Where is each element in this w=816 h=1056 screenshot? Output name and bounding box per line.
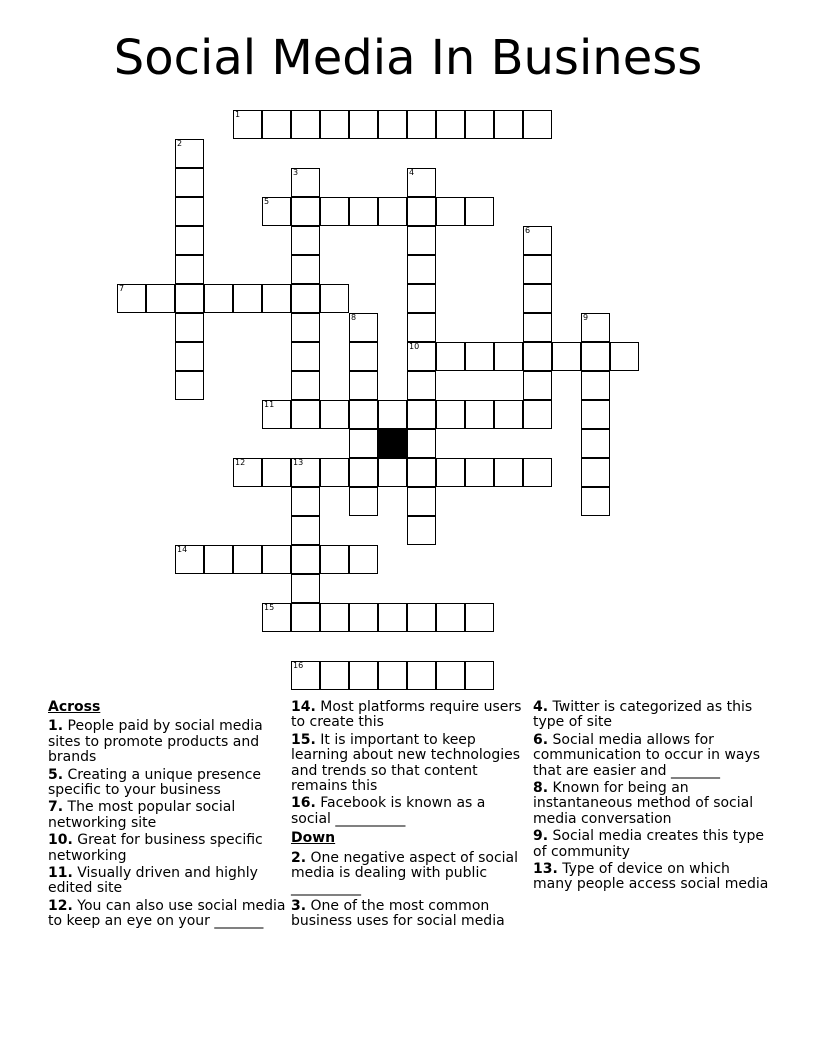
crossword-cell[interactable]: [436, 110, 465, 139]
crossword-cell[interactable]: [291, 284, 320, 313]
crossword-cell[interactable]: [262, 545, 291, 574]
crossword-cell[interactable]: [320, 110, 349, 139]
crossword-cell[interactable]: [523, 226, 552, 255]
clue-across-7: [48, 800, 286, 831]
crossword-cell[interactable]: [407, 255, 436, 284]
crossword-cell[interactable]: [407, 284, 436, 313]
clue-down-8: [533, 781, 771, 827]
clue-down-4: [533, 700, 771, 731]
crossword-cell[interactable]: [436, 197, 465, 226]
crossword-cell[interactable]: [523, 313, 552, 342]
clue-text: Great for business specific networking: [48, 832, 263, 864]
crossword-cell[interactable]: [465, 197, 494, 226]
clue-text: You can also use social media to keep an eye on your _______: [48, 897, 286, 930]
clue-across-15: [291, 733, 529, 795]
clue-text: One negative aspect of social media is dealing with public __________: [291, 849, 519, 897]
clue-number: 2.: [291, 849, 307, 866]
crossword-cell[interactable]: [320, 284, 349, 313]
crossword-cell[interactable]: [291, 400, 320, 429]
crossword-cell[interactable]: [320, 661, 349, 690]
crossword-cell[interactable]: [204, 284, 233, 313]
crossword-cell[interactable]: [378, 661, 407, 690]
crossword-cell[interactable]: [291, 487, 320, 516]
clue-number: 5.: [48, 766, 64, 783]
clue-number: 16.: [291, 795, 316, 812]
down-heading: Down: [291, 830, 336, 847]
crossword-cell[interactable]: [407, 603, 436, 632]
crossword-cell[interactable]: [291, 255, 320, 284]
across-heading: Across: [48, 699, 101, 715]
clue-number: 10.: [48, 832, 73, 849]
crossword-cell[interactable]: [581, 458, 610, 487]
crossword-cell[interactable]: [349, 313, 378, 342]
clue-number: 1.: [48, 718, 64, 735]
clue-text: Social media allows for communication to occur in ways that are easier and _______: [533, 731, 761, 779]
crossword-cell[interactable]: [349, 545, 378, 574]
crossword-cell[interactable]: [320, 603, 349, 632]
crossword-cell[interactable]: [262, 110, 291, 139]
crossword-cell[interactable]: [320, 197, 349, 226]
clue-number: 4.: [533, 699, 549, 715]
crossword-cell[interactable]: [291, 516, 320, 545]
clue-number: 9.: [533, 828, 549, 845]
crossword-cell[interactable]: [378, 603, 407, 632]
crossword-cell[interactable]: [436, 661, 465, 690]
clue-text: Facebook is known as a social __________: [291, 795, 486, 827]
crossword-cell[interactable]: [175, 226, 204, 255]
crossword-cell[interactable]: [581, 342, 610, 371]
clue-down-3: [291, 899, 529, 930]
crossword-cell[interactable]: [407, 429, 436, 458]
cell-number: 5: [264, 197, 270, 206]
clue-text: It is important to keep learning about new technologies and trends so that content remains this: [291, 731, 521, 795]
crossword-cell[interactable]: [378, 458, 407, 487]
crossword-cell[interactable]: [233, 110, 262, 139]
crossword-cell[interactable]: [523, 342, 552, 371]
clue-down-6: [533, 733, 771, 779]
page-title: Social Media In Business: [113, 30, 703, 86]
cell-number: 6: [525, 226, 531, 235]
cell-number: 9: [583, 313, 589, 322]
crossword-cell[interactable]: [407, 313, 436, 342]
crossword-cell[interactable]: [407, 516, 436, 545]
clue-across-5: [48, 768, 286, 799]
crossword-cell[interactable]: [146, 284, 175, 313]
crossword-cell[interactable]: [494, 342, 523, 371]
crossword-cell[interactable]: [233, 284, 262, 313]
crossword-cell[interactable]: [407, 487, 436, 516]
crossword-cell[interactable]: [349, 371, 378, 400]
crossword-cell[interactable]: [320, 458, 349, 487]
clue-text: Twitter is categorized as this type of site: [533, 699, 753, 731]
clue-down-13: [533, 862, 771, 893]
crossword-cell[interactable]: [465, 661, 494, 690]
crossword-cell[interactable]: [349, 342, 378, 371]
crossword-cell[interactable]: [349, 197, 378, 226]
crossword-cell[interactable]: [175, 342, 204, 371]
crossword-cell[interactable]: [320, 400, 349, 429]
crossword-cell[interactable]: [262, 400, 291, 429]
crossword-cell[interactable]: [378, 197, 407, 226]
crossword-cell[interactable]: [349, 429, 378, 458]
crossword-cell[interactable]: [349, 603, 378, 632]
crossword-black-cell: [378, 429, 407, 458]
crossword-cell[interactable]: [407, 661, 436, 690]
clues-column-3: [533, 700, 771, 895]
crossword-cell[interactable]: [175, 139, 204, 168]
crossword-cell[interactable]: [175, 255, 204, 284]
crossword-cell[interactable]: [523, 400, 552, 429]
clue-number: 12.: [48, 897, 73, 914]
crossword-cell[interactable]: [581, 313, 610, 342]
cell-number: 2: [177, 139, 183, 148]
clue-down-9: [533, 829, 771, 860]
crossword-cell[interactable]: [523, 255, 552, 284]
crossword-cell[interactable]: [204, 545, 233, 574]
cell-number: 7: [119, 284, 125, 293]
crossword-cell[interactable]: [523, 371, 552, 400]
crossword-cell[interactable]: [262, 284, 291, 313]
crossword-cell[interactable]: [175, 168, 204, 197]
crossword-cell[interactable]: [407, 168, 436, 197]
crossword-cell[interactable]: [291, 545, 320, 574]
clue-text: The most popular social networking site: [48, 799, 236, 831]
crossword-cell[interactable]: [523, 458, 552, 487]
clues-column-1: [48, 700, 286, 932]
crossword-cell[interactable]: [262, 603, 291, 632]
crossword-cell[interactable]: [175, 313, 204, 342]
crossword-cell[interactable]: [175, 371, 204, 400]
clue-number: 3.: [291, 897, 307, 914]
clue-number: 15.: [291, 731, 316, 748]
cell-number: 3: [293, 168, 299, 177]
clue-across-1: [48, 719, 286, 765]
clues-column-2: [291, 700, 529, 932]
crossword-cell[interactable]: [233, 545, 262, 574]
crossword-cell[interactable]: [407, 400, 436, 429]
cell-number: 14: [177, 545, 188, 554]
crossword-cell[interactable]: [581, 400, 610, 429]
crossword-cell[interactable]: [291, 371, 320, 400]
clue-across-12: [48, 899, 286, 930]
crossword-cell[interactable]: [465, 458, 494, 487]
crossword-cell[interactable]: [465, 342, 494, 371]
crossword-cell[interactable]: [320, 545, 349, 574]
crossword-cell[interactable]: [175, 284, 204, 313]
crossword-cell[interactable]: [436, 458, 465, 487]
clue-text: One of the most common business uses for social media: [291, 897, 505, 930]
crossword-cell[interactable]: [581, 487, 610, 516]
crossword-cell[interactable]: [552, 342, 581, 371]
clue-text: Social media creates this type of community: [533, 828, 764, 860]
clue-text: Creating a unique presence specific to your business: [48, 766, 262, 799]
crossword-cell[interactable]: [291, 574, 320, 603]
crossword-cell[interactable]: [407, 226, 436, 255]
crossword-cell[interactable]: [523, 284, 552, 313]
crossword-cell[interactable]: [349, 661, 378, 690]
clue-across-16: [291, 796, 529, 827]
cell-number: 16: [293, 661, 304, 670]
clue-number: 7.: [48, 799, 64, 816]
cell-number: 15: [264, 603, 275, 612]
cell-number: 12: [235, 458, 246, 467]
clue-number: 14.: [291, 699, 316, 715]
crossword-cell[interactable]: [407, 197, 436, 226]
clue-number: 6.: [533, 731, 549, 748]
crossword-cell[interactable]: [581, 429, 610, 458]
crossword-cell[interactable]: [494, 458, 523, 487]
crossword-cell[interactable]: [407, 110, 436, 139]
cell-number: 10: [409, 342, 420, 351]
crossword-cell[interactable]: [349, 110, 378, 139]
crossword-cell[interactable]: [378, 110, 407, 139]
clue-number: 13.: [533, 861, 558, 878]
crossword-cell[interactable]: [494, 400, 523, 429]
clue-text: Most platforms require users to create this: [291, 699, 522, 731]
crossword-cell[interactable]: [291, 342, 320, 371]
crossword-cell[interactable]: [291, 458, 320, 487]
crossword-cell[interactable]: [349, 458, 378, 487]
crossword-cell[interactable]: [349, 400, 378, 429]
clue-text: Visually driven and highly edited site: [48, 865, 258, 897]
crossword-cell[interactable]: [291, 661, 320, 690]
crossword-cell[interactable]: [175, 197, 204, 226]
cell-number: 8: [351, 313, 357, 322]
crossword-cell[interactable]: [262, 197, 291, 226]
clue-number: 11.: [48, 865, 73, 882]
crossword-cell[interactable]: [523, 110, 552, 139]
crossword-cell[interactable]: [436, 342, 465, 371]
cell-number: 1: [235, 110, 241, 119]
crossword-cell[interactable]: [262, 458, 291, 487]
clue-across-10: [48, 833, 286, 864]
crossword-cell[interactable]: [378, 400, 407, 429]
crossword-cell[interactable]: [436, 400, 465, 429]
clue-text: Known for being an instantaneous method of social media conversation: [533, 780, 754, 827]
clue-text: Type of device on which many people access social media: [533, 861, 769, 893]
clue-across-14: [291, 700, 529, 731]
crossword-cell[interactable]: [291, 313, 320, 342]
clue-text: People paid by social media sites to promote products and brands: [48, 718, 263, 766]
crossword-cell[interactable]: [117, 284, 146, 313]
crossword-cell[interactable]: [349, 487, 378, 516]
crossword-cell[interactable]: [436, 603, 465, 632]
crossword-cell[interactable]: [610, 342, 639, 371]
crossword-cell[interactable]: [581, 371, 610, 400]
crossword-cell[interactable]: [233, 458, 262, 487]
crossword-cell[interactable]: [465, 110, 494, 139]
clue-down-2: [291, 851, 529, 897]
clue-number: 8.: [533, 780, 549, 797]
crossword-cell[interactable]: [291, 168, 320, 197]
cell-number: 4: [409, 168, 415, 177]
crossword-cell[interactable]: [291, 603, 320, 632]
crossword-cell[interactable]: [175, 545, 204, 574]
crossword-cell[interactable]: [494, 110, 523, 139]
crossword-cell[interactable]: [291, 197, 320, 226]
crossword-cell[interactable]: [465, 400, 494, 429]
crossword-cell[interactable]: [407, 371, 436, 400]
cell-number: 13: [293, 458, 304, 467]
crossword-cell[interactable]: [465, 603, 494, 632]
crossword-cell[interactable]: [291, 110, 320, 139]
cell-number: 11: [264, 400, 275, 409]
crossword-cell[interactable]: [407, 342, 436, 371]
crossword-cell[interactable]: [407, 458, 436, 487]
clue-across-11: [48, 866, 286, 897]
crossword-cell[interactable]: [291, 226, 320, 255]
